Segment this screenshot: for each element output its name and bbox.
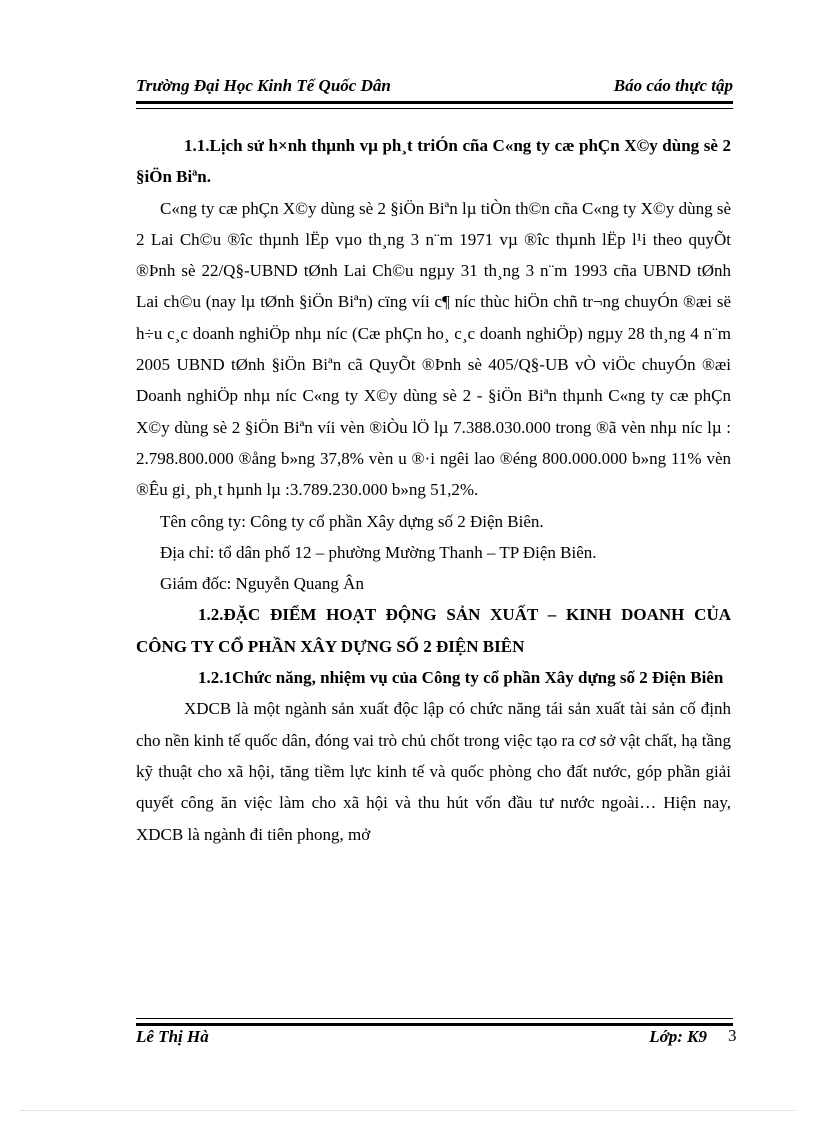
history-paragraph: C«ng ty cæ phÇn X©y dùng sè 2 §iÖn Biªn lµ tiÒn th©n cña C«ng ty X©y dùng sè 2 Lai Ch©u ®îc thµnh lËp vµo th¸ng 3 n¨m 1971 vµ ®îc thµnh lËp l¹i theo quyÕt ®Þnh sè 22/Q§-UBND tØnh Lai Ch©u ngµy 31 th¸ng 3 n¨m 1993 cña UBND tØnh Lai ch©u (nay lµ tØnh §iÖn Biªn) cïng víi c¶ níc thùc hiÖn chñ tr¬ng chuyÓn ®æi së h÷u c¸c doanh nghiÖp nhµ níc (Cæ phÇn ho¸ c¸c doanh nghiÖp) ngµy 28 th¸ng 4 n¨m 2005 UBND tØnh §iÖn Biªn cã QuyÕt ®Þnh sè 405/Q§-UB vÒ viÖc chuyÓn ®æi Doanh nghiÖp nhµ níc C«ng ty X©y dùng sè 2 - §iÖn Biªn thµnh C«ng ty cæ phÇn X©y dùng sè 2 §iÖn Biªn víi vèn ®iÒu lÖ lµ 7.388.030.000 trong ®ã vèn nhµ níc lµ : 2.798.800.000 ®ång b»ng 37,8% vèn u ®·i ngêi lao ®éng 800.000.000 b»ng 11% vèn ®Êu gi¸ ph¸t hµnh lµ :3.789.230.000 b»ng 51,2%. <box>136 198 731 500</box>
company-name-line: Tên công ty: Công ty cổ phần Xây dựng số 2 Điện Biên. <box>160 511 544 531</box>
footer-author: Lê Thị Hà <box>136 1027 209 1046</box>
page-bottom-dotted-line <box>20 1110 796 1111</box>
header-report-title: Báo cáo thực tập <box>613 76 733 95</box>
section-1-2-1-heading: 1.2.1Chức năng, nhiệm vụ của Công ty cổ phần Xây dựng số 2 Điện Biên <box>198 668 724 688</box>
document-body <box>136 130 731 850</box>
header-rule <box>136 101 733 109</box>
footer-class: Lớp: K9 <box>649 1027 707 1046</box>
page-footer <box>136 1027 733 1047</box>
page-number: 3 <box>728 1026 737 1045</box>
section-1-1-heading: 1.1.Lịch sử h×nh thµnh vµ ph¸t triÓn cña C«ng ty cæ phÇn X©y dùng sè 2 §iÖn Biªn. <box>136 136 731 187</box>
footer-rule <box>136 1018 733 1026</box>
section-1-2-heading: 1.2.ĐẶC ĐIỂM HOẠT ĐỘNG SẢN XUẤT – KINH DOANH CỦA CÔNG TY CỔ PHẦN XÂY DỰNG SỐ 2 ĐIỆN BIÊN <box>136 605 731 656</box>
company-address-line: Địa chỉ: tổ dân phố 12 – phường Mường Thanh – TP Điện Biên. <box>160 542 597 562</box>
page-header <box>136 76 733 96</box>
header-school: Trường Đại Học Kinh Tế Quốc Dân <box>136 76 391 95</box>
xdcb-paragraph: XDCB là một ngành sản xuất độc lập có chức năng tái sản xuất tài sản cố định cho nền kinh tế quốc dân, đóng vai trò chủ chốt trong việc tạo ra cơ sở vật chất, hạ tầng kỹ thuật cho xã hội, tăng tiềm lực kinh tế và quốc phòng cho đất nước, góp phần giải quyết công ăn việc làm cho xã hội và thu hút vốn đầu tư nước ngoài… Hiện nay, XDCB là ngành đi tiên phong, mở <box>136 699 731 844</box>
company-director-line: Giám đốc: Nguyễn Quang Ân <box>160 574 364 594</box>
